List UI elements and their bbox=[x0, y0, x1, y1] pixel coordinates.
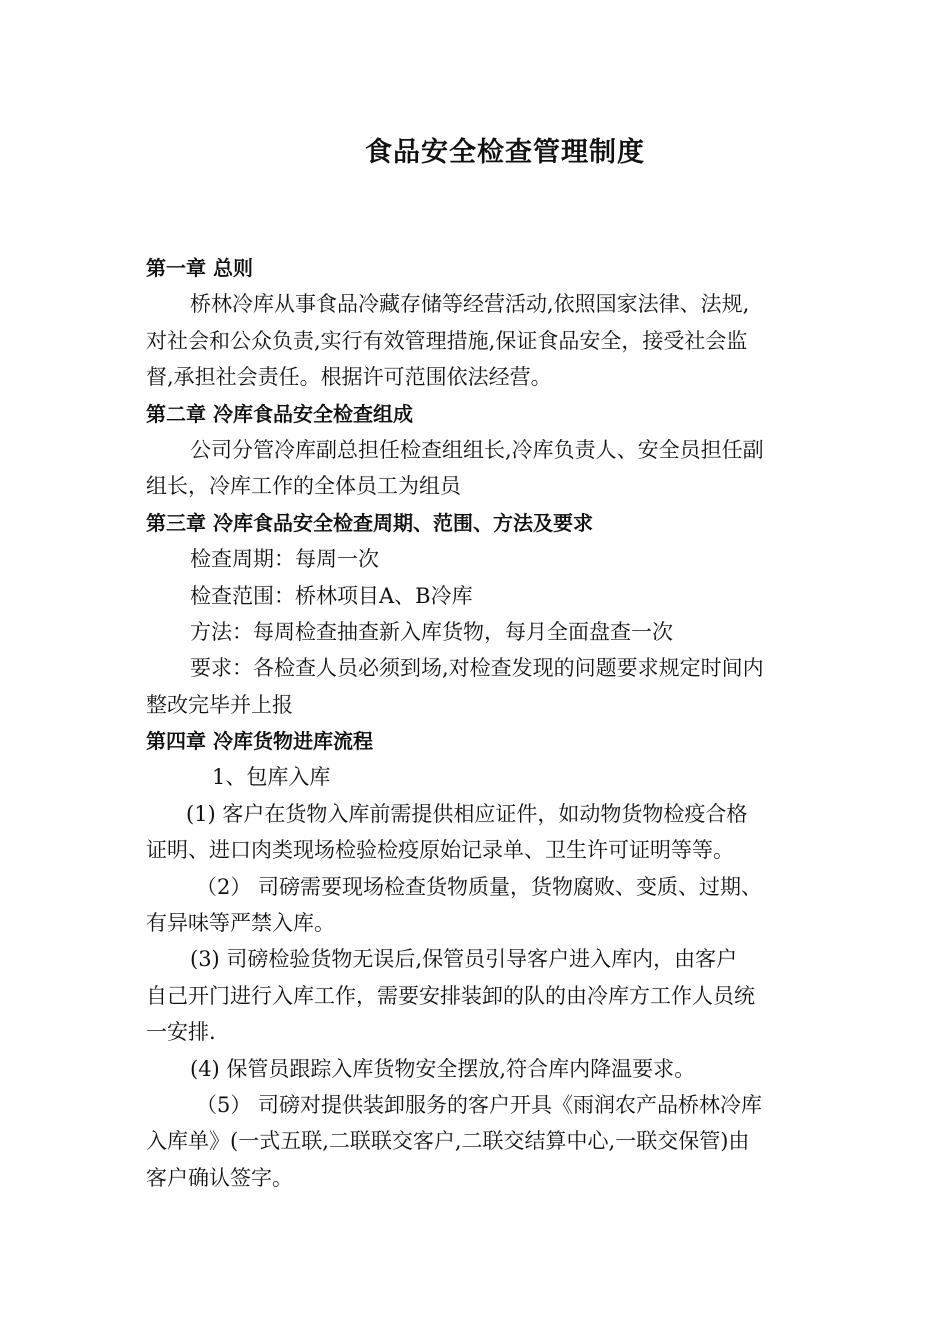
paragraph-line: 有异味等严禁入库。 bbox=[146, 911, 335, 936]
paragraph-line: 公司分管冷库副总担任检查组组长,冷库负责人、安全员担任副 bbox=[190, 437, 764, 462]
paragraph-line: 桥林冷库从事食品冷藏存储等经营活动,依照国家法律、法规, bbox=[190, 292, 750, 317]
chapter-3-heading: 第三章 冷库食品安全检查周期、范围、方法及要求 bbox=[146, 510, 593, 535]
paragraph-line: 证明、进口肉类现场检验检疫原始记录单、卫生许可证明等等。 bbox=[146, 838, 734, 863]
chapter-4-heading: 第四章 冷库货物进库流程 bbox=[146, 729, 373, 754]
paragraph-line: 方法：每周检查抽查新入库货物，每月全面盘查一次 bbox=[190, 619, 673, 644]
chapter-2-heading: 第二章 冷库食品安全检查组成 bbox=[146, 401, 413, 426]
list-item-heading: 1、包库入库 bbox=[212, 765, 331, 790]
paragraph-line: 组长，冷库工作的全体员工为组员 bbox=[146, 474, 461, 499]
document-body bbox=[146, 250, 810, 1196]
paragraph-line: 自己开门进行入库工作，需要安排装卸的队的由冷库方工作人员统 bbox=[146, 983, 755, 1008]
paragraph-line: 督,承担社会责任。根据许可范围依法经营。 bbox=[146, 365, 552, 390]
list-item: (1) 客户在货物入库前需提供相应证件，如动物货物检疫合格 bbox=[186, 801, 748, 826]
paragraph-line: 对社会和公众负责,实行有效管理措施,保证食品安全，接受社会监 bbox=[146, 328, 748, 353]
document-title: 食品安全检查管理制度 bbox=[365, 137, 645, 168]
paragraph-line: 检查范围：桥林项目A、B冷库 bbox=[190, 583, 473, 608]
paragraph-line: 客户确认签字。 bbox=[146, 1165, 293, 1190]
paragraph-line: 入库单》(一式五联,二联联交客户,二联交结算中心,一联交保管)由 bbox=[146, 1129, 750, 1154]
list-item: (3) 司磅检验货物无误后,保管员引导客户进入库内，由客户 bbox=[190, 947, 738, 972]
paragraph-line: 整改完毕并上报 bbox=[146, 692, 293, 717]
chapter-1-heading: 第一章 总则 bbox=[146, 256, 253, 280]
list-item: （5） 司磅对提供装卸服务的客户开具《雨润农产品桥林冷库 bbox=[196, 1092, 763, 1117]
paragraph-line: 一安排. bbox=[146, 1020, 216, 1045]
list-item: (4) 保管员跟踪入库货物安全摆放,符合库内降温要求。 bbox=[190, 1056, 696, 1081]
paragraph-line: 要求：各检查人员必须到场,对检查发现的问题要求规定时间内 bbox=[190, 656, 764, 681]
list-item: （2） 司磅需要现场检查货物质量，货物腐败、变质、过期、 bbox=[196, 874, 763, 899]
paragraph-line: 检查周期：每周一次 bbox=[190, 547, 379, 572]
